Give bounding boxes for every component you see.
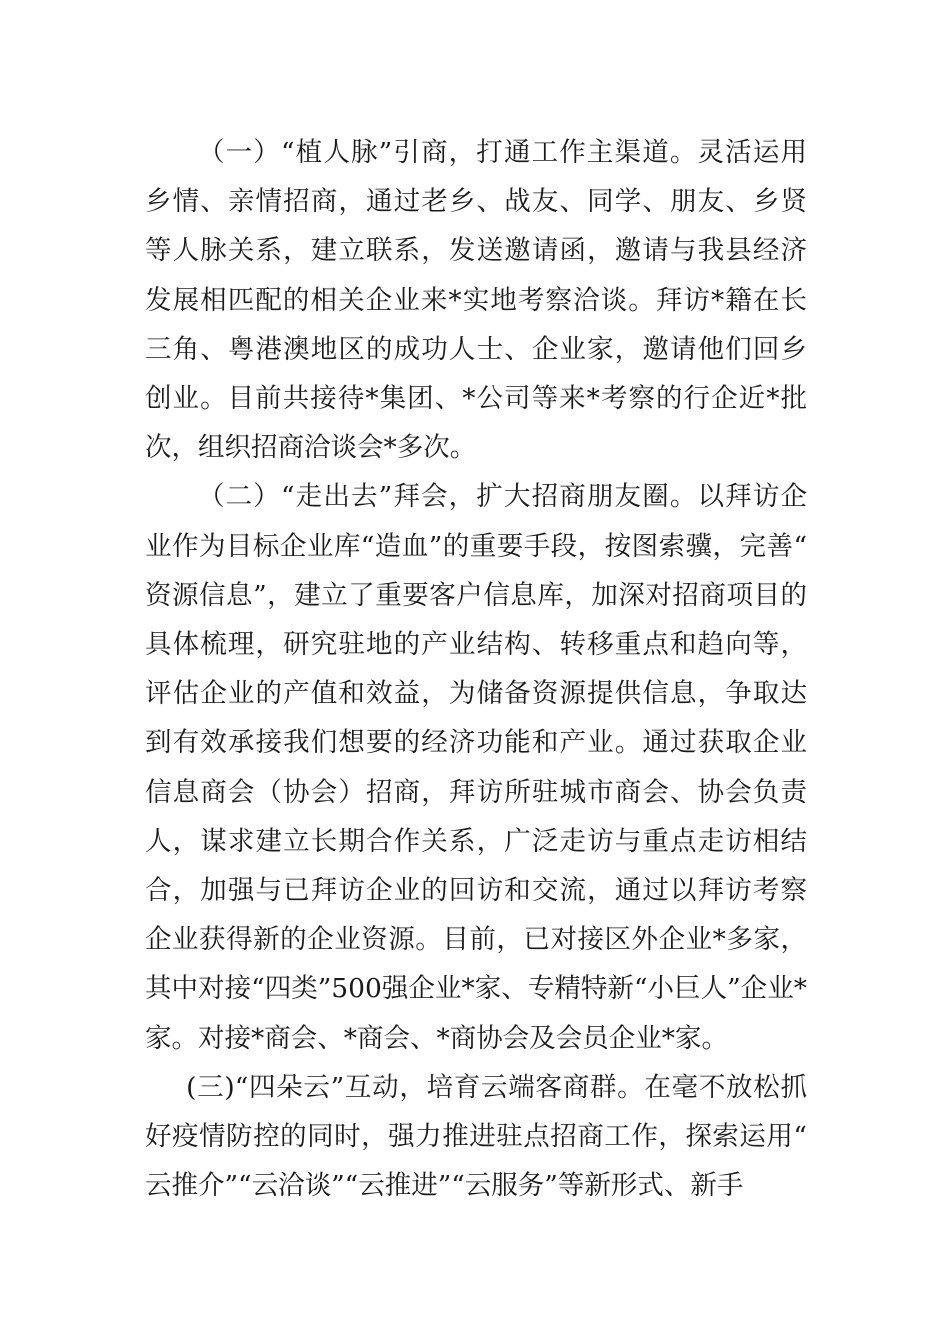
paragraph-2: （二）“走出去”拜会，扩大招商朋友圈。以拜访企业作为目标企业库“造血”的重要手段，按图索骥，完善“资源信息”，建立了重要客户信息库，加深对招商项目的具体梳理，研究驻地的产业结构、转移重点和趋向等，评估企业的产值和效益，为储备资源提供信息，争取达到有效承接我们想要的经济功能和产业。通过获取企业信息商会（协会）招商，拜访所驻城市商会、协会负责人，谋求建立长期合作关系，广泛走访与重点走访相结合，加强与已拜访企业的回访和交流，通过以拜访考察企业获得新的企业资源。目前，已对接区外企业*多家，其中对接“四类”500强企业*家、专精特新“小巨人”企业*家。对接*商会、*商会、*商协会及会员企业*家。 bbox=[145, 481, 807, 1054]
paragraph-1: （一）“植人脉”引商，打通工作主渠道。灵活运用乡情、亲情招商，通过老乡、战友、同学、朋友、乡贤等人脉关系，建立联系，发送邀请函，邀请与我县经济发展相匹配的相关企业来*实地考察洽谈。拜访*籍在长三角、粤港澳地区的成功人士、企业家，邀请他们回乡创业。目前共接待*集团、*公司等来*考察的行企近*批次，组织招商洽谈会*多次。 bbox=[145, 137, 807, 464]
document-body bbox=[145, 128, 807, 1210]
paragraph-3: (三)“四朵云”互动，培育云端客商群。在毫不放松抓好疫情防控的同时，强力推进驻点招商工作，探索运用“云推介”“云洽谈”“云推进”“云服务”等新形式、新手 bbox=[145, 1071, 807, 1202]
